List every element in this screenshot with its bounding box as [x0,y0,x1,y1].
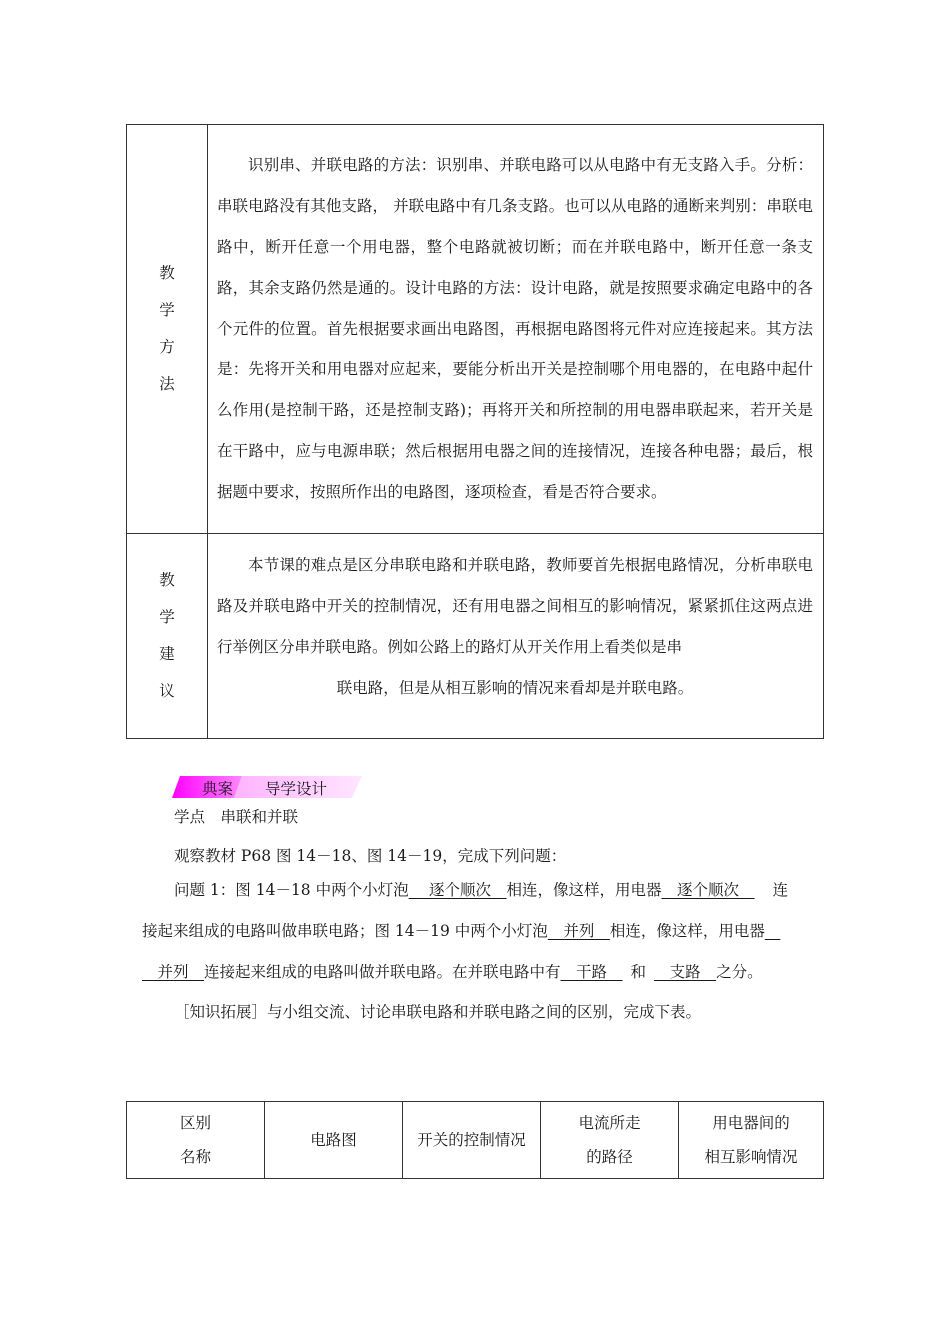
method-label-char: 学 [159,301,175,319]
knowledge-extension: ［知识拓展］与小组交流、讨论串联电路和并联电路之间的区别，完成下表。 [174,1003,702,1021]
advice-label-cell [127,534,208,739]
header-text: 电流所走 [578,1114,641,1132]
q1-text: 相连，像这样，用电器 [506,881,662,899]
advice-content-cell [208,534,824,739]
method-label-char: 方 [159,338,175,356]
advice-last-line: 联电路，但是从相互影响的情况来看却是并联电路。 [336,678,694,697]
section-title: 学点 串联和并联 [174,808,299,826]
header-text: 用电器间的 [712,1114,790,1132]
question1-line1 [174,878,788,900]
header-text: 的路径 [586,1148,633,1166]
q1-text: 之分。 [716,963,763,981]
comparison-table [126,1101,824,1179]
method-content-cell [208,125,824,534]
header-current-path [541,1102,679,1179]
advice-label-char: 议 [159,682,175,700]
method-paragraph: 识别串、并联电路的方法：识别串、并联电路可以从电路中有无支路入手。分析：串联电路没有其他支路， 并联电路中有几条支路。也可以从电路的通断来判别：串联电路中，断开任意一个用电器，整个电路就被切断；而在并联电路中，断开任意一条支路，其余支路仍然是通的。设计电路的方法：设计电路，就是按照要求确定电路中的各个元件的位置。首先根据要求画出电路图，再根据电路图将元件对应连接起来。其方法是：先将开关和用电器对应起来，要能分析出开关是控制哪个用电器的，在电路中起什么作用(是控制干路，还是控制支路)；再将开关和所控制的用电器串联起来，若开关是在干路中，应与电源串联；然后根据用电器之间的连接情况，连接各种电器；最后，根据题中要求，按照所作出的电路图，逐项检查，看是否符合要求。 [217,156,813,501]
banner-left-text: 典案 [202,780,234,798]
header-switch-control [403,1102,541,1179]
advice-paragraph: 本节课的难点是区分串联电路和并联电路，教师要首先根据电路情况，分析串联电路及并联电路中开关的控制情况，还有用电器之间相互的影响情况，紧紧抓住这两点进行举例区分串并联电路。例如公路上的路灯从开关作用上看类似是串 [217,556,813,656]
answer-blank: 干路 [560,963,623,981]
answer-blank: 并列 [142,963,205,981]
header-circuit-diagram [265,1102,403,1179]
advice-label-char: 建 [159,645,175,663]
banner-right-text: 导学设计 [265,780,328,798]
q1-text: 连 [772,881,789,899]
q1-text: 和 [630,963,647,981]
method-label-cell [127,125,208,534]
advice-label-char: 教 [159,571,175,589]
answer-blank: 逐个顺次 [408,881,507,899]
header-text: 区别 [179,1114,211,1132]
q1-text: 连接起来组成的电路叫做并联电路。在并联电路中有 [204,963,561,981]
q1-text: 问题 1：图 14－18 中两个小灯泡 [174,881,409,899]
method-label-char: 教 [159,264,175,282]
method-label-char: 法 [159,375,175,393]
question1-line3 [142,960,763,982]
q1-text: 接起来组成的电路叫做串联电路；图 14－19 中两个小灯泡 [142,922,548,940]
header-text: 名称 [179,1148,211,1166]
section-banner [172,774,362,800]
header-category-name [127,1102,265,1179]
answer-blank: 并列 [547,922,610,940]
teaching-table [126,124,824,739]
header-mutual-influence [679,1102,824,1179]
answer-blank [765,922,781,940]
advice-label-char: 学 [159,608,175,626]
question1-line2 [142,919,780,941]
q1-text: 相连，像这样，用电器 [609,922,765,940]
header-text: 开关的控制情况 [417,1131,526,1149]
answer-blank: 逐个顺次 [661,881,755,899]
observe-instruction: 观察教材 P68 图 14－18、图 14－19，完成下列问题： [174,847,567,865]
answer-blank: 支路 [654,963,717,981]
header-text: 相互影响情况 [704,1148,798,1166]
header-text: 电路图 [310,1131,357,1149]
